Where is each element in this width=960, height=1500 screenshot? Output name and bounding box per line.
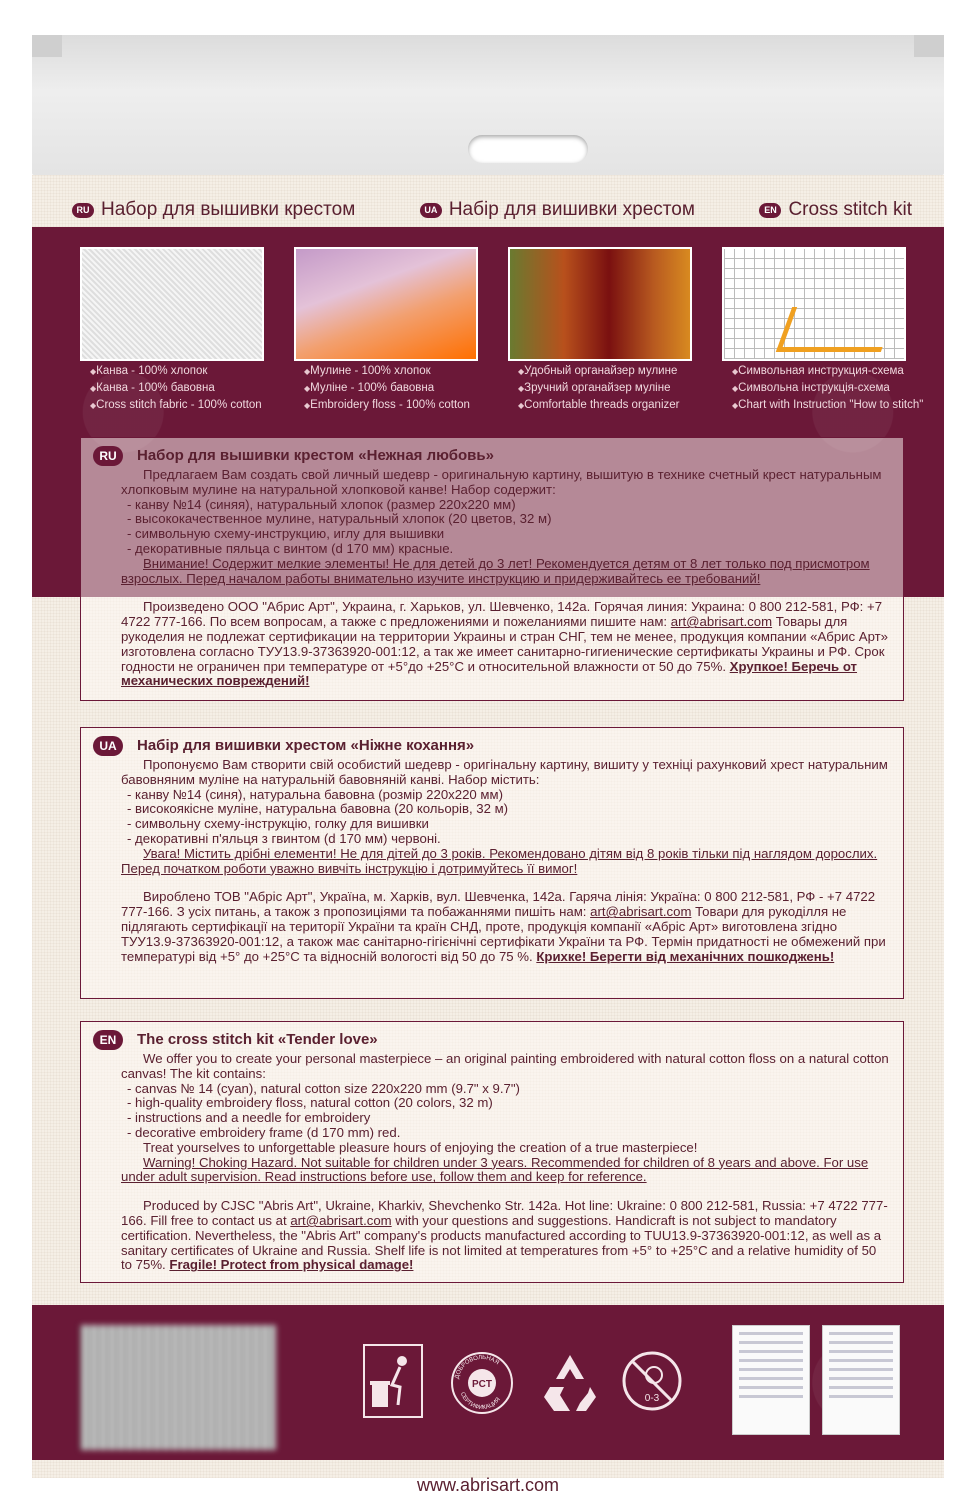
feature-list-organizer: [518, 363, 723, 414]
list-item: - канву №14 (синя), натуральна бавовна (розмір 220х220 мм): [127, 786, 503, 802]
spacer: [121, 876, 889, 890]
chart-photo: [722, 247, 906, 361]
description-ua-title: Набір для вишивки хрестом «Ніжне кохання»: [137, 736, 475, 754]
fragile-warning: Хрупкое! Беречь от механических повреждений!: [121, 658, 858, 689]
recycle-icon: [530, 1335, 610, 1435]
certificate-image: [732, 1325, 810, 1435]
title-en-text: Cross stitch kit: [788, 199, 912, 220]
feature-item: ◆ Символьная инструкция-схема: [732, 363, 937, 380]
producer-text: Товари для рукоділля не підлягають сертифікації на території України та країн СНД, проте, продукція компанії «Абріс Арт» виготовлена згідно ТУУ13.9-37363920-001:12, а також має санітарно-гігієнічні сертифікати України та РФ. Термін придатності не обмежений при температурі від +5° до +25°С та відносній вологості від 50 до 75 %.: [121, 904, 886, 964]
feature-item: ◆ Chart with Instruction "How to stitch": [732, 397, 937, 414]
fragile-warning: Fragile! Protect from physical damage!: [169, 1257, 414, 1273]
feature-list-floss: [304, 363, 509, 414]
list-item: - instructions and a needle for embroidery: [127, 1110, 371, 1126]
description-en-warning: Warning! Choking Hazard. Not suitable for children under 3 years. Recommended for children of 8 years and above. For use under adult supervision. Read instructions before use, follow them and keep for reference.: [121, 1154, 869, 1185]
feature-item: ◆ Муліне - 100% бавовна: [304, 380, 509, 397]
chart-arrow-icon: [776, 307, 897, 352]
list-item: - канву №14 (синяя), натуральный хлопок (размер 220х220 мм): [127, 496, 516, 512]
description-ru-title: Набор для вышивки крестом «Нежная любовь»: [137, 446, 494, 464]
producer-text: Вироблено ТОВ "Абріс Арт", Україна, м. Харків, вул. Шевченка, 142а. Гаряча лінія: Україна: 0 800 212-581, РФ - +7 4722 777-166. З усіх питань, а також з пропозиціями та побажаннями пишіть нам:: [121, 889, 876, 920]
floss-photo: [294, 247, 478, 361]
title-ua: [420, 199, 695, 221]
certificate-image: [822, 1325, 900, 1435]
description-ua-warning: Увага! Містить дрібні елементи! Не для дітей до 3 років. Рекомендовано дітям від 8 років тільки під наглядом дорослих. Перед початком роботи уважно вивчіть інструкцію і дотримуйтесь її вимог!: [121, 845, 878, 876]
description-ru: [80, 437, 904, 701]
hanger-tab-right: [914, 35, 944, 57]
description-ru-heading: [93, 446, 889, 466]
list-item: - high-quality embroidery floss, natural cotton (20 colors, 32 m): [127, 1095, 493, 1111]
hanger-header: [32, 35, 944, 175]
hanger-hole: [468, 135, 588, 163]
list-item: - decorative embroidery frame (d 170 mm) red.: [127, 1124, 401, 1140]
list-item: - символьную схему-инструкцию, иглу для вышивки: [127, 526, 445, 542]
producer-text: Produced by CJSC "Abris Art", Ukraine, Kharkiv, Shevchenko Str. 142a. Hot line: Ukraine: 0 800 212-581, Russia: +7 4722 777-166. Fill free to contact us at: [121, 1198, 888, 1228]
canvas-photo: [80, 247, 264, 361]
email-link[interactable]: art@abrisart.com: [290, 1212, 392, 1228]
age-label: 0-3: [644, 1393, 660, 1404]
ru-badge: RU: [93, 446, 123, 466]
feature-item: ◆ Comfortable threads organizer: [518, 397, 723, 414]
list-item: - символьну схему-інструкцію, голку для вишивки: [127, 816, 429, 832]
certification-mark-icon: [442, 1335, 522, 1435]
package-card: [32, 175, 944, 1495]
feature-item: ◆ Канва - 100% хлопок: [90, 363, 295, 380]
description-en-producer: [121, 1199, 889, 1273]
title-ru-text: Набор для вышивки крестом: [101, 199, 356, 220]
description-ua-producer: [121, 890, 889, 964]
ua-badge: UA: [93, 736, 123, 756]
description-en: [80, 1021, 904, 1283]
description-en-heading: [93, 1030, 889, 1050]
title-ua-text: Набір для вишивки хрестом: [448, 199, 695, 220]
description-ru-warning: Внимание! Содержит мелкие элементы! Не для детей до 3 лет! Рекомендуется детям от 8 лет только под присмотром взрослых. Перед началом работы внимательно изучите инструкцию и придерживайтесь ее требований!: [121, 555, 870, 586]
producer-text: with your questions and suggestions. Handicraft is not subject to mandatory certification. Nevertheless, the "Abris Art" company's products manufactured according to TUU13.9-37363920-001:12, as well as a sanitary certificates of Ukraine and Russia. Shelf life is not limited at temperatures from +5° to +25°C and a relative humidity of 50 to 75%.: [121, 1212, 882, 1273]
feature-item: ◆ Зручний органайзер муліне: [518, 380, 723, 397]
certification-band: [32, 1305, 944, 1460]
feature-item: ◆ Удобный органайзер мулине: [518, 363, 723, 380]
ru-badge: RU: [72, 203, 94, 218]
producer-text: Товары для рукоделия не подлежат сертификации на территории Украины и стран СНГ, тем не менее, продукция компании «Абрис Арт» изготовлена согласно ТУУ13.9-37363920-001:12, а так же имеет санитарно-гигиенические сертификаты Украины и РФ. Срок годности не ограничен при температуре от +5°до +25°С и относительной влажности от 50 до 75%.: [121, 614, 888, 674]
age-restriction-icon: [612, 1335, 692, 1435]
trash-bin-icon: [354, 1335, 434, 1435]
feature-item: ◆ Мулине - 100% хлопок: [304, 363, 509, 380]
description-en-treat: Treat yourselves to unforgettable pleasure hours of enjoying the creation of a true masterpiece!: [143, 1139, 698, 1155]
description-ru-producer: [121, 600, 889, 689]
list-item: - декоративные пяльца с винтом (d 170 мм) красные.: [127, 540, 454, 556]
fragile-warning: Крихке! Берегти від механічних пошкоджень!: [536, 948, 835, 964]
spacer: [121, 1185, 889, 1199]
list-item: - високоякісне муліне, натуральна бавовна (20 кольорів, 32 м): [127, 801, 509, 817]
list-item: - canvas № 14 (cyan), natural cotton size 220x220 mm (9.7" x 9.7"): [127, 1080, 520, 1096]
description-ru-intro: Предлагаем Вам создать свой личный шедевр - оригинальную картину, вышитую в технике счетный крест натуральным хлопковым мулине на натуральной хлопковой канве! Набор содержит:: [121, 467, 882, 497]
description-en-intro: We offer you to create your personal masterpiece – an original painting embroidered with natural cotton floss on a natural cotton canvas! The kit contains:: [121, 1051, 889, 1081]
feature-item: ◆ Embroidery floss - 100% cotton: [304, 397, 509, 414]
feature-item: ◆ Символьна інструкція-схема: [732, 380, 937, 397]
description-en-title: The cross stitch kit «Tender love»: [137, 1030, 378, 1048]
feature-list-chart: [732, 363, 937, 414]
dobrovolnaya-label: ДОБРОВОЛЬНАЯ: [454, 1354, 500, 1380]
pct-label: PCT: [472, 1379, 492, 1390]
barcode-image: [80, 1325, 276, 1450]
organizer-photo: [508, 247, 692, 361]
email-link[interactable]: art@abrisart.com: [670, 614, 773, 630]
title-en: [759, 199, 912, 221]
en-badge: EN: [759, 203, 781, 218]
ua-badge: UA: [420, 203, 442, 218]
sertifikaciya-label: СЕРТИФИКАЦИЯ: [458, 1391, 502, 1412]
description-ua: [80, 727, 904, 999]
website-url: www.abrisart.com: [416, 1475, 560, 1495]
hanger-tab-left: [32, 35, 62, 57]
spacer: [121, 586, 889, 600]
email-link[interactable]: art@abrisart.com: [590, 904, 692, 920]
list-item: - высококачественное мулине, натуральный хлопок (20 цветов, 32 м): [127, 511, 552, 527]
description-ua-intro: Пропонуємо Вам створити свій особистий шедевр - оригінальну картину, вишиту у техніці рахунковий хрест натуральним бавовняним муліне на натуральній бавовняній канві. Набор містить:: [121, 757, 888, 787]
feature-list-canvas: [90, 363, 295, 414]
language-titles: [72, 195, 912, 225]
feature-item: ◆ Cross stitch fabric - 100% cotton: [90, 397, 295, 414]
list-item: - декоративні п'яльця з гвинтом (d 170 мм) червоні.: [127, 830, 441, 846]
producer-text: Произведено ООО "Абрис Арт", Украина, г. Харьков, ул. Шевченко, 142а. Горячая линия: Украина: 0 800 212-581, РФ: +7 4722 777-166. По всем вопросам, а также с предложениями и пожеланиями пишите нам:: [121, 599, 883, 630]
title-ru: [72, 199, 355, 221]
feature-item: ◆ Канва - 100% бавовна: [90, 380, 295, 397]
en-badge: EN: [93, 1030, 123, 1050]
description-ua-heading: [93, 736, 889, 756]
